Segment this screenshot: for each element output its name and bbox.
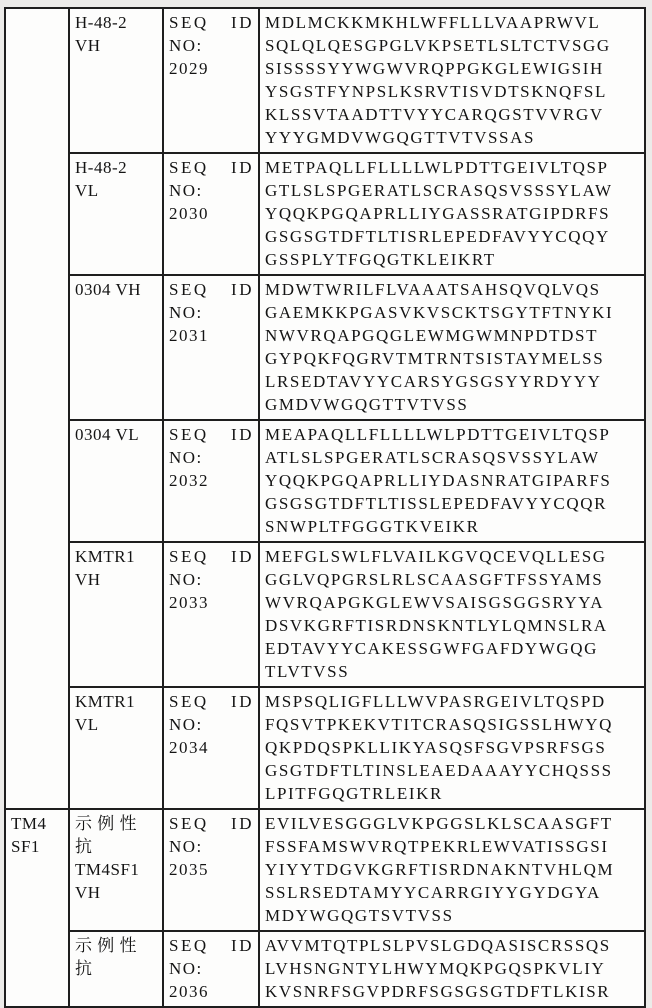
seq-word: SEQ xyxy=(169,280,209,299)
antibody-name-cell: KMTR1 VH xyxy=(69,542,163,687)
sequence-table xyxy=(4,7,646,1008)
no-label: NO: xyxy=(169,448,203,467)
seq-id-cell xyxy=(163,687,259,809)
seq-id-label-line xyxy=(169,11,254,34)
seq-id-cell xyxy=(163,931,259,1007)
amino-acid-sequence: MEFGLSWLFLVAILKGVQCEVQLLESG GGLVQPGRSLRLSCAASGFTFSSYAMS WVRQAPGKGLEWVSAISGSGGSRYYA DSVKGRFTISRDNSKNTLYLQMNSLRA EDTAVYYCAKESSGWFGAFDYWGQG TLVTVSS xyxy=(259,542,645,687)
target-group-cell: TM4 SF1 xyxy=(5,809,69,1007)
seq-word: SEQ xyxy=(169,547,209,566)
table-row xyxy=(5,420,645,542)
id-word: ID xyxy=(231,13,254,32)
seq-id-label-line xyxy=(169,934,254,957)
id-word: ID xyxy=(231,936,254,955)
seq-id-number: 2032 xyxy=(169,471,209,490)
antibody-name-cell: H-48-2 VL xyxy=(69,153,163,275)
seq-id-number: 2035 xyxy=(169,860,209,879)
seq-id-cell xyxy=(163,8,259,153)
seq-id-number: 2034 xyxy=(169,738,209,757)
seq-id-cell xyxy=(163,153,259,275)
id-word: ID xyxy=(231,692,254,711)
antibody-name-cell: 0304 VL xyxy=(69,420,163,542)
no-label: NO: xyxy=(169,181,203,200)
id-word: ID xyxy=(231,280,254,299)
seq-word: SEQ xyxy=(169,692,209,711)
amino-acid-sequence: AVVMTQTPLSLPVSLGDQASISCRSSQS LVHSNGNTYLHWYMQKPGQSPKVLIY KVSNRFSGVPDRFSGSGSGTDFTLKISR xyxy=(259,931,645,1007)
seq-id-number: 2036 xyxy=(169,982,209,1001)
seq-word: SEQ xyxy=(169,425,209,444)
antibody-name-cell: KMTR1 VL xyxy=(69,687,163,809)
seq-id-label-line xyxy=(169,423,254,446)
amino-acid-sequence: EVILVESGGGLVKPGGSLKLSCAASGFT FSSFAMSWVRQTPEKRLEWVATISSGSI YIYYTDGVKGRFTISRDNAKNTVHLQM SSLRSEDTAMYYCARRGIYYGYDGYA MDYWGQGTSVTVSS xyxy=(259,809,645,931)
amino-acid-sequence: METPAQLLFLLLLWLPDTTGEIVLTQSP GTLSLSPGERATLSCRASQSVSSSYLAW YQQKPGQAPRLLIYGASSRATGIPDRFS GSGSGTDFTLTISRLEPEDFAVYYCQQY GSSPLYTFGQGTKLEIKRT xyxy=(259,153,645,275)
seq-word: SEQ xyxy=(169,814,209,833)
id-word: ID xyxy=(231,814,254,833)
table-row xyxy=(5,809,645,931)
no-label: NO: xyxy=(169,570,203,589)
id-word: ID xyxy=(231,547,254,566)
seq-word: SEQ xyxy=(169,13,209,32)
seq-word: SEQ xyxy=(169,158,209,177)
seq-id-label-line xyxy=(169,278,254,301)
seq-id-cell xyxy=(163,275,259,420)
amino-acid-sequence: MSPSQLIGFLLLWVPASRGEIVLTQSPD FQSVTPKEKVTITCRASQSIGSSLHWYQ QKPDQSPKLLIKYASQSFSGVPSRFSGS GSGTDFTLTINSLEAEDAAAYYCHQSSS LPITFGQGTRLEIKR xyxy=(259,687,645,809)
table-row xyxy=(5,8,645,153)
table-row xyxy=(5,153,645,275)
seq-id-number: 2029 xyxy=(169,59,209,78)
id-word: ID xyxy=(231,425,254,444)
target-group-cell xyxy=(5,8,69,809)
sequence-table-wrap xyxy=(4,7,646,1008)
no-label: NO: xyxy=(169,715,203,734)
seq-id-label-line xyxy=(169,545,254,568)
antibody-name-cell: H-48-2 VH xyxy=(69,8,163,153)
seq-id-label-line xyxy=(169,156,254,179)
seq-id-cell xyxy=(163,420,259,542)
antibody-name-cell: 示 例 性 抗 TM4SF1 VH xyxy=(69,809,163,931)
table-row xyxy=(5,687,645,809)
no-label: NO: xyxy=(169,303,203,322)
antibody-name-cell: 示 例 性 抗 xyxy=(69,931,163,1007)
amino-acid-sequence: MDLMCKKMKHLWFFLLLVAAPRWVL SQLQLQESGPGLVKPSETLSLTCTVSGG SISSSSYYWGWVRQPPGKGLEWIGSIH YSGSTFYNPSLKSRVTISVDTSKNQFSL KLSSVTAADTTVYYCARQGSTVVRGV YYYGMDVWGQGTTVTVSSAS xyxy=(259,8,645,153)
id-word: ID xyxy=(231,158,254,177)
seq-id-label-line xyxy=(169,812,254,835)
seq-id-cell xyxy=(163,542,259,687)
table-row xyxy=(5,542,645,687)
seq-id-number: 2031 xyxy=(169,326,209,345)
seq-id-number: 2030 xyxy=(169,204,209,223)
no-label: NO: xyxy=(169,36,203,55)
no-label: NO: xyxy=(169,837,203,856)
table-row xyxy=(5,931,645,1007)
amino-acid-sequence: MEAPAQLLFLLLLWLPDTTGEIVLTQSP ATLSLSPGERATLSCRASQSVSSYLAW YQQKPGQAPRLLIYDASNRATGIPARFS GSGSGTDFTLTISSLEPEDFAVYYCQQR SNWPLTFGGGTKVEIKR xyxy=(259,420,645,542)
seq-id-number: 2033 xyxy=(169,593,209,612)
seq-id-label-line xyxy=(169,690,254,713)
antibody-name-cell: 0304 VH xyxy=(69,275,163,420)
seq-id-cell xyxy=(163,809,259,931)
amino-acid-sequence: MDWTWRILFLVAAATSAHSQVQLVQS GAEMKKPGASVKVSCKTSGYTFTNYKI NWVRQAPGQGLEWMGWMNPDTDST GYPQKFQGRVTMTRNTSISTAYMELSS LRSEDTAVYYCARSYGSGSYYRDYYY GMDVWGQGTTVTVSS xyxy=(259,275,645,420)
table-row xyxy=(5,275,645,420)
seq-word: SEQ xyxy=(169,936,209,955)
no-label: NO: xyxy=(169,959,203,978)
